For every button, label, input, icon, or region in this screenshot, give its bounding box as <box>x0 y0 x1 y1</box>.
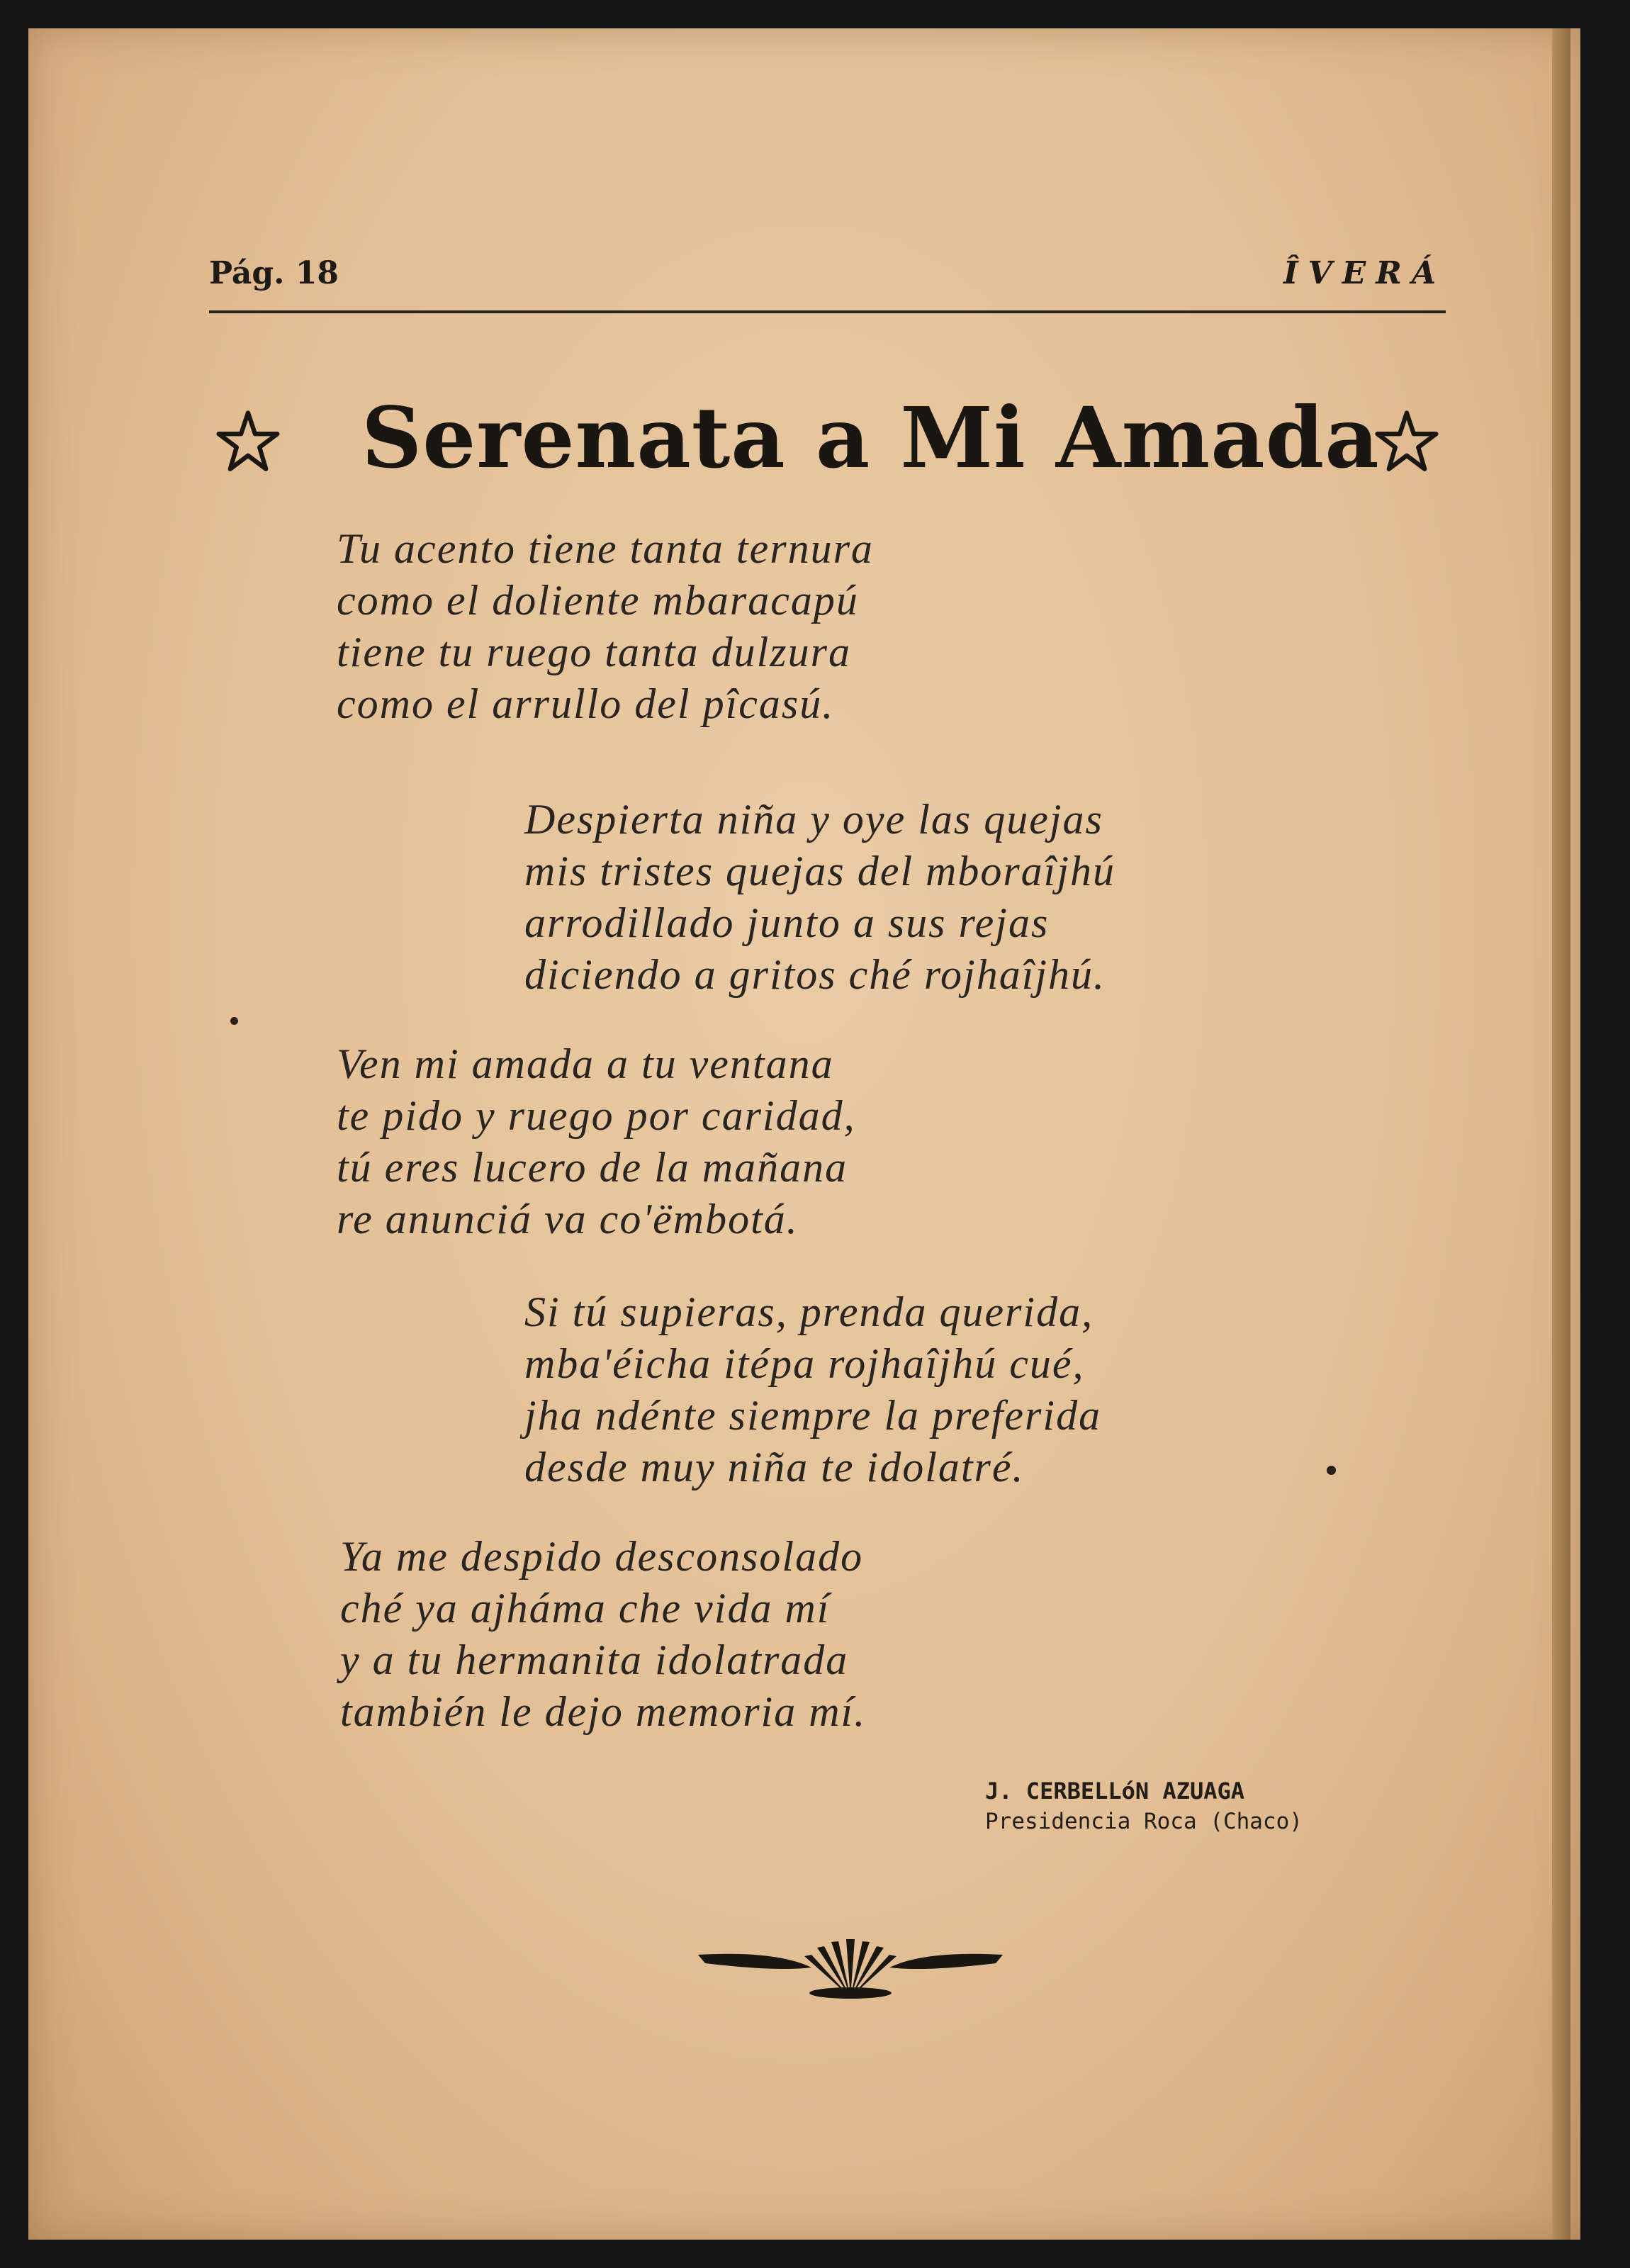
poem-line: te pido y ruego por caridad, <box>337 1092 856 1139</box>
poem-line: re anunciá va co'ëmbotá. <box>337 1196 799 1242</box>
stanza <box>337 523 874 730</box>
stanza <box>340 1531 866 1738</box>
poem-line: ché ya ajháma che vida mí <box>340 1585 831 1632</box>
author-location: Presidencia Roca (Chaco) <box>985 1809 1303 1834</box>
poem-line: Ven mi amada a tu ventana <box>337 1040 834 1087</box>
poem-line: jha ndénte siempre la preferida <box>524 1392 1102 1439</box>
poem-line: desde muy niña te idolatré. <box>524 1444 1025 1491</box>
poem-line: como el doliente mbaracapú <box>337 577 859 624</box>
journal-name: ÎVERÁ <box>1283 255 1446 291</box>
poem-line: diciendo a gritos ché rojhaîjhú. <box>524 951 1106 998</box>
stanza <box>524 1286 1101 1493</box>
stanza <box>524 794 1115 1001</box>
page-edge <box>1552 28 1570 2240</box>
poem-line: Si tú supieras, prenda querida, <box>524 1289 1094 1335</box>
poem-line: Despierta niña y oye las quejas <box>524 796 1103 843</box>
poem-line: tú eres lucero de la mañana <box>337 1144 848 1191</box>
ink-speck <box>1327 1466 1336 1475</box>
ink-speck <box>230 1017 238 1025</box>
poem-line: mis tristes quejas del mboraîjhú <box>524 848 1116 894</box>
stanza <box>337 1038 856 1245</box>
poem-line: y a tu hermanita idolatrada <box>340 1637 849 1683</box>
poem-line: como el arrullo del pîcasú. <box>337 680 835 727</box>
poem-line: arrodillado junto a sus rejas <box>524 899 1050 946</box>
poem-line: Tu acento tiene tanta ternura <box>337 525 874 572</box>
poem-line: también le dejo memoria mí. <box>340 1688 867 1735</box>
poem-title: Serenata a Mi Amada <box>361 388 1380 487</box>
poem-body <box>28 28 1580 2240</box>
author-name: J. CERBELLóN AZUAGA <box>985 1778 1245 1804</box>
poem-line: mba'éicha itépa rojhaîjhú cué, <box>524 1340 1085 1387</box>
poem-line: Ya me despido desconsolado <box>340 1533 864 1580</box>
poem-line: tiene tu ruego tanta dulzura <box>337 629 851 675</box>
author-signature <box>985 1775 1339 1836</box>
document-page <box>28 28 1580 2240</box>
page-number: Pág. 18 <box>209 255 339 291</box>
sunburst-ornament-icon <box>698 1935 1003 1999</box>
